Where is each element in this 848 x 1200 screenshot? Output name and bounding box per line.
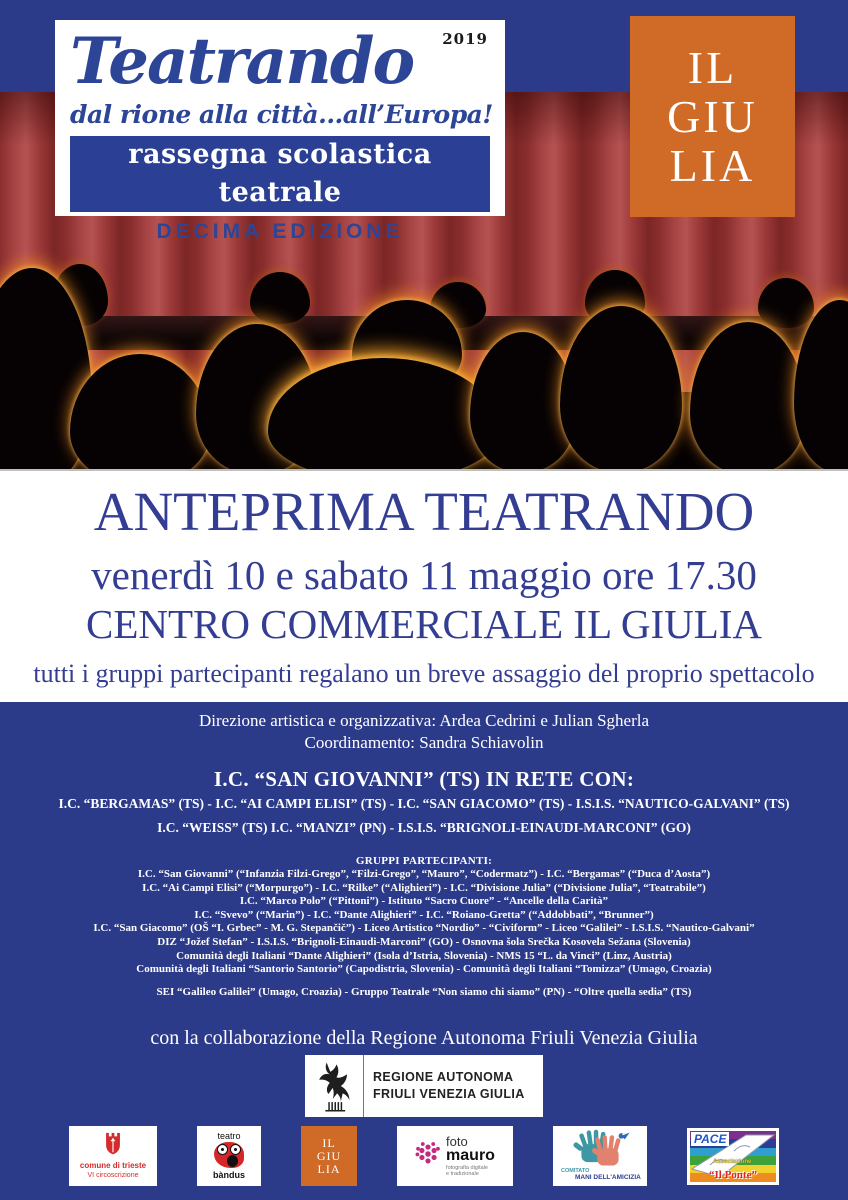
- festival-banner: rassegna scolastica teatrale: [70, 136, 490, 212]
- audience-head: [758, 278, 814, 328]
- groups-line: Comunità degli Italiani “Santorio Santorio” (Capodistria, Slovenia) - Comunità degli Italiani “Tomizza” (Umago, Croazia): [136, 963, 712, 976]
- sponsor-row: [0, 1126, 848, 1186]
- groups-line: I.C. “Svevo” (“Marin”) - I.C. “Dante Alighieri” - I.C. “Roiano-Gretta” (“Addobbati”, “Brunner”): [194, 908, 654, 921]
- festival-tagline: dal rione alla città...all’Europa!: [70, 100, 493, 129]
- bandus-label-top: teatro: [217, 1131, 241, 1141]
- groups-heading: GRUPPI PARTECIPANTI:: [355, 855, 493, 867]
- groups-line: DIZ “Jožef Stefan” - I.S.I.S. “Brignoli-Einaudi-Marconi” (GO) - Osnovna šola Srečka Kosovela Sežana (Slovenia): [157, 935, 691, 948]
- comitato-label: COMITATO: [561, 1168, 590, 1174]
- il-giulia-line: GIU: [667, 91, 758, 142]
- logo-teatro-bandus: [197, 1126, 261, 1186]
- network-heading: I.C. “SAN GIOVANNI” (TS) IN RETE CON:: [213, 767, 635, 791]
- bandus-label-bottom: bàndus: [212, 1170, 245, 1180]
- fotomauro-caption: fotografia digitale e tradizionale: [446, 1164, 488, 1177]
- announce-date: venerdì 10 e sabato 11 maggio ore 17.30: [91, 552, 757, 598]
- groups-line: I.C. “San Giovanni” (“Infanzia Filzi-Grego”, “Filzi-Grego”, “Mauro”, “Codermatz”) - I.C. “Bergamas” (“Duca d’Aosta”): [137, 868, 711, 880]
- pace-label: PACE: [691, 1132, 729, 1146]
- fotomauro-label-top: foto: [446, 1133, 468, 1149]
- il-giulia-line: LIA: [669, 140, 756, 191]
- photo-separator: [0, 469, 848, 471]
- logo-foto-mauro: [397, 1126, 513, 1186]
- audience-head: [250, 272, 310, 324]
- festival-title: Teatrando: [70, 24, 414, 99]
- giulia-small-line: IL: [322, 1135, 336, 1150]
- pace-association-label: Associazione: [713, 1158, 752, 1165]
- comune-label: comune di trieste: [79, 1161, 147, 1170]
- groups-line: SEI “Galileo Galilei” (Umago, Croazia) - Gruppo Teatrale “Non siamo chi siamo” (PN) - “Oltre quella sedia” (TS): [156, 985, 692, 998]
- region-logo: [305, 1055, 543, 1117]
- logo-comune-trieste: [69, 1126, 157, 1186]
- logo-il-giulia-small: [301, 1126, 357, 1186]
- groups-line: I.C. “Ai Campi Elisi” (“Morpurgo”) - I.C. “Rilke” (“Alighieri”) - I.C. “Divisione Julia” (“Divisione Julia”, “Teatrabile”): [142, 881, 706, 894]
- masthead-box: [55, 20, 505, 243]
- festival-edition: DECIMA EDIZIONE: [156, 220, 404, 243]
- network-line: I.C. “BERGAMAS” (TS) - I.C. “AI CAMPI ELISI” (TS) - I.C. “SAN GIACOMO” (TS) - I.S.I.S. “NAUTICO-GALVANI” (TS): [58, 796, 790, 811]
- fotomauro-dots-icon: [415, 1141, 441, 1172]
- collaboration-line: con la collaborazione della Regione Autonoma Friuli Venezia Giulia: [150, 1027, 698, 1050]
- credit-direction: Direzione artistica e organizzativa: Ardea Cedrini e Julian Sgherla: [198, 711, 649, 730]
- giulia-small-line: LIA: [317, 1161, 341, 1176]
- announce-subtitle: tutti i gruppi partecipanti regalano un breve assaggio del proprio spettacolo: [33, 659, 815, 688]
- network-line: I.C. “WEISS” (TS) I.C. “MANZI” (PN) - I.S.I.S. “BRIGNOLI-EINAUDI-MARCONI” (GO): [157, 820, 691, 835]
- credit-coordination: Coordinamento: Sandra Schiavolin: [304, 733, 544, 752]
- announce-title: ANTEPRIMA TEATRANDO: [93, 481, 755, 542]
- pace-ponte-label: “Il Ponte”: [709, 1168, 757, 1181]
- logo-mani-amicizia: [553, 1126, 647, 1186]
- giulia-small-line: GIU: [316, 1148, 342, 1163]
- eagle-icon: [305, 1060, 363, 1112]
- groups-line: I.C. “Marco Polo” (“Pittoni”) - Istituto “Sacro Cuore” - “Ancelle della Carità”: [239, 895, 609, 908]
- il-giulia-line: IL: [687, 42, 738, 93]
- trieste-shield-icon: [104, 1132, 122, 1161]
- audience-head: [70, 354, 210, 469]
- logo-pace-il-ponte: [687, 1128, 779, 1185]
- festival-year: 2019: [442, 30, 488, 48]
- announce-section: [0, 471, 848, 702]
- bandus-face-icon: [214, 1142, 244, 1170]
- region-name-line1: REGIONE AUTONOMA: [373, 1070, 514, 1085]
- fotomauro-name: mauro: [446, 1146, 495, 1164]
- il-giulia-logo: [630, 16, 795, 217]
- comitato-name: MANI DELL'AMICIZIA: [575, 1174, 641, 1181]
- region-name-line2: FRIULI VENEZIA GIULIA: [373, 1087, 525, 1102]
- groups-line: Comunità degli Italiani “Dante Alighieri” (Isola d’Istria, Slovenia) - NMS 15 “L. da Vinci” (Linz, Austria): [176, 949, 672, 962]
- groups-line: I.C. “San Giacomo” (OŠ “I. Grbec” - M. G. Stepančič”) - Liceo Artistico “Nordio” - “Civiform” - Liceo “Galilei” - I.S.I.S. “Nautico-Galvani”: [93, 922, 755, 935]
- announce-venue: CENTRO COMMERCIALE IL GIULIA: [85, 601, 763, 647]
- hands-icon: [569, 1129, 631, 1174]
- comune-sublabel: VI circoscrizione: [87, 1172, 139, 1179]
